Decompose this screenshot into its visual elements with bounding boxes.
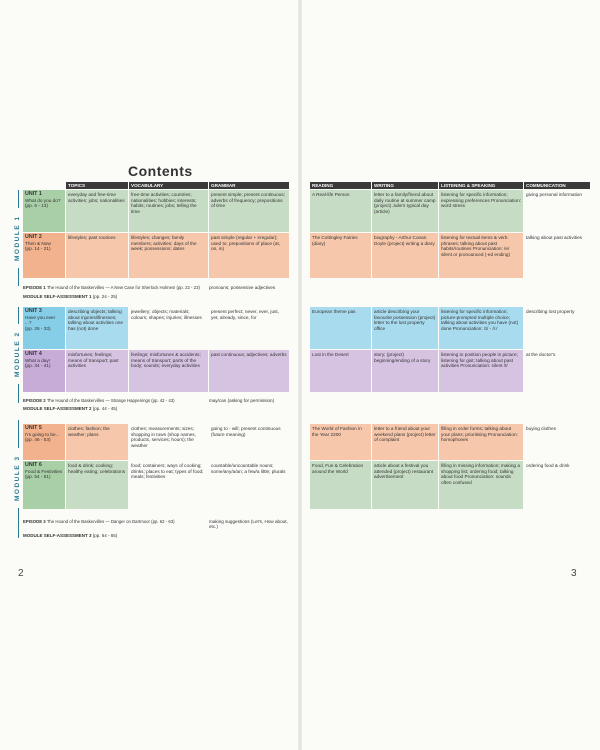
unit-2-listening: listening for textual items & verb phrases; talking about past habits/routines Pronunciation: /e/ silent or pronounced (-ed ending) <box>439 233 523 278</box>
unit-6-topics: food & drink; cooking; healthy eating; celebrations <box>66 461 128 509</box>
unit-3-reading: European theme pas <box>310 307 371 349</box>
unit-3-topics: describing objects; talking about injuries/illnesses; talking about activities one has (not) done <box>66 307 128 349</box>
unit-1-grammar: present simple; present continuous; adverbs of frequency; prepositions of time <box>209 190 289 232</box>
unit-6-listening: filling in missing information; making a shopping list; ordering food; talking about food Pronunciation: sounds often confused <box>439 461 523 509</box>
unit-4-listening: listening to position people in picture; listening for gist; talking about past activities Pronunciation: silent /t/ <box>439 350 523 392</box>
unit-pages: (pp. 14 - 21) <box>25 246 51 252</box>
unit-3-vocabulary: jewellery; objects; materials; colours; shapes; injuries; illnesses <box>129 307 208 349</box>
episode-2-grammar: may/can (asking for permission) <box>209 398 275 403</box>
unit-5-topics: clothes; fashion; the weather; plans <box>66 424 128 460</box>
right-page <box>301 0 600 750</box>
unit-3-writing: article describing your favourite possession (project) letter to the lost property office <box>372 307 438 349</box>
unit-6-vocabulary: food; containers; ways of cooking; drinks; places to eat; types of food; meals; festivities <box>129 461 208 509</box>
unit-6-cell[interactable] <box>23 461 65 509</box>
unit-3-cell[interactable] <box>23 307 65 349</box>
unit-2-communication: talking about past activities <box>524 233 590 278</box>
unit-4-reading: Lost in the Desert <box>310 350 371 392</box>
header-grammar: GRAMMAR <box>209 182 289 189</box>
unit-5-vocabulary: clothes; measurements; sizes; shopping in town (shop names, products, services; hours); the weather <box>129 424 208 460</box>
self-assessment-pages: (pp. 24 - 25) <box>92 294 118 299</box>
header-listening-speaking: LISTENING & SPEAKING <box>439 182 523 189</box>
header-reading: READING <box>310 182 371 189</box>
unit-4-vocabulary: feelings; misfortunes & accidents; means of transport; parts of the body; sounds; everyday activities <box>129 350 208 392</box>
unit-2-vocabulary: lifestyles; changes; family members; activities; days of the week; possessions; dates <box>129 233 208 278</box>
unit-subtitle: Food & Festivities <box>25 468 63 474</box>
unit-2-reading: The Cottingley Fairies (diary) <box>310 233 371 278</box>
unit-title: UNIT 5 <box>25 425 42 431</box>
header-writing: WRITING <box>372 182 438 189</box>
unit-2-grammar: past simple (regular + irregular); used to; prepositions of place (at, on, in) <box>209 233 289 278</box>
header-vocabulary: VOCABULARY <box>129 182 208 189</box>
page-title: Contents <box>128 163 193 179</box>
self-assessment-3[interactable] <box>23 533 117 538</box>
unit-1-writing: letter to a family/friend about daily routine at summer camp (project) Julie's typical day (article) <box>372 190 438 232</box>
self-assessment-pages: (pp. 44 - 45) <box>92 406 118 411</box>
unit-5-cell[interactable] <box>23 424 65 460</box>
unit-4-grammar: past continuous; adjectives; adverbs <box>209 350 289 392</box>
unit-2-topics: lifestyles; past routines <box>66 233 128 278</box>
unit-3-grammar: present perfect; never, ever, just, yet, already, since, for <box>209 307 289 349</box>
unit-subtitle: Have you ever ...? <box>25 314 56 326</box>
unit-title: UNIT 2 <box>25 234 42 240</box>
unit-4-topics: misfortunes; feelings; means of transport; past activities <box>66 350 128 392</box>
unit-title: UNIT 1 <box>25 191 42 197</box>
unit-5-writing: letter to a friend about your weekend plans (project) letter of complaint <box>372 424 438 460</box>
unit-subtitle: Then & Now <box>25 240 51 246</box>
episode-label: EPISODE 2 <box>23 398 46 403</box>
unit-pages: (pp. 34 - 41) <box>25 363 51 369</box>
self-assessment-label: MODULE SELF-ASSESSMENT 2 <box>23 406 92 411</box>
episode-1[interactable] <box>23 285 200 290</box>
self-assessment-2[interactable] <box>23 406 117 411</box>
episode-1-grammar: pronouns; possessive adjectives <box>209 285 276 290</box>
unit-subtitle: I'm going to be... <box>25 431 60 437</box>
unit-2-cell[interactable] <box>23 233 65 278</box>
episode-2[interactable] <box>23 398 175 403</box>
unit-4-cell[interactable] <box>23 350 65 392</box>
episode-label: EPISODE 1 <box>23 285 46 290</box>
unit-1-listening: listening for specific information; expressing preferences Pronunciation: word stress <box>439 190 523 232</box>
self-assessment-label: MODULE SELF-ASSESSMENT 1 <box>23 294 92 299</box>
unit-6-writing: article about a festival you attended (project) restaurant advertisement <box>372 461 438 509</box>
header-communication: COMMUNICATION <box>524 182 590 189</box>
unit-1-vocabulary: free-time activities; countries; nationalities; hobbies; interests; habits; routines; jobs; telling the time <box>129 190 208 232</box>
page-number-right: 3 <box>571 568 577 579</box>
module-2-label: MODULE 2 <box>14 324 23 384</box>
unit-title: UNIT 6 <box>25 462 42 468</box>
unit-1-communication: giving personal information <box>524 190 590 232</box>
episode-label: EPISODE 3 <box>23 519 46 524</box>
self-assessment-label: MODULE SELF-ASSESSMENT 3 <box>23 533 92 538</box>
unit-subtitle: What do you do? <box>25 197 61 203</box>
unit-1-topics: everyday and free-time activities; jobs; nationalities <box>66 190 128 232</box>
module-3-label: MODULE 3 <box>14 448 23 508</box>
unit-4-communication: at the doctor's <box>524 350 590 392</box>
unit-5-grammar: going to - will; present continuous (future meaning) <box>209 424 289 460</box>
unit-5-communication: buying clothes <box>524 424 590 460</box>
unit-subtitle: What a day! <box>25 357 51 363</box>
page-number-left: 2 <box>18 568 24 579</box>
unit-6-reading: Food, Fun & Celebration around the World <box>310 461 371 509</box>
unit-pages: (pp. 6 - 13) <box>25 203 48 209</box>
unit-6-communication: ordering food & drink <box>524 461 590 509</box>
unit-6-grammar: countable/uncountable nouns; some/any/a/an; a few/a little; plurals <box>209 461 289 509</box>
unit-4-writing: story; (project) beginning/ending of a story <box>372 350 438 392</box>
unit-pages: (pp. 26 - 33) <box>25 325 51 331</box>
self-assessment-1[interactable] <box>23 294 117 299</box>
left-page <box>0 0 299 750</box>
unit-pages: (pp. 46 - 53) <box>25 437 51 443</box>
episode-text: The Hound of the Baskervilles — A New Case for Sherlock Holmes! (pp. 22 - 23) <box>46 285 200 290</box>
header-topics: TOPICS <box>66 182 128 189</box>
unit-1-cell[interactable] <box>23 190 65 232</box>
unit-5-listening: filling in order forms; talking about your plans; prioritising Pronunciation: homophones <box>439 424 523 460</box>
unit-3-listening: listening for specific information; picture-prompted multiple choice; talking about activities you have (not) done Pronunciation: /ɪ/ - /iː/ <box>439 307 523 349</box>
episode-text: The Hound of the Baskervilles — Strange Happenings (pp. 42 - 43) <box>46 398 175 403</box>
unit-2-writing: biography - Arthur Conan Doyle (project) writing a diary <box>372 233 438 278</box>
episode-text: The Hound of the Baskervilles — Danger on Dartmoor (pp. 62 - 63) <box>46 519 175 524</box>
unit-1-reading: A Real-life Person <box>310 190 371 232</box>
module-1-label: MODULE 1 <box>14 208 23 268</box>
unit-5-reading: The World of Fashion in the Year 2200 <box>310 424 371 460</box>
episode-3-grammar: making suggestions (Let's, How about, etc.) <box>209 519 288 530</box>
unit-3-communication: describing lost property <box>524 307 590 349</box>
self-assessment-pages: (pp. 64 - 65) <box>92 533 118 538</box>
episode-3[interactable] <box>23 519 175 524</box>
unit-title: UNIT 4 <box>25 351 42 357</box>
unit-title: UNIT 3 <box>25 308 42 314</box>
unit-pages: (pp. 54 - 61) <box>25 474 51 480</box>
